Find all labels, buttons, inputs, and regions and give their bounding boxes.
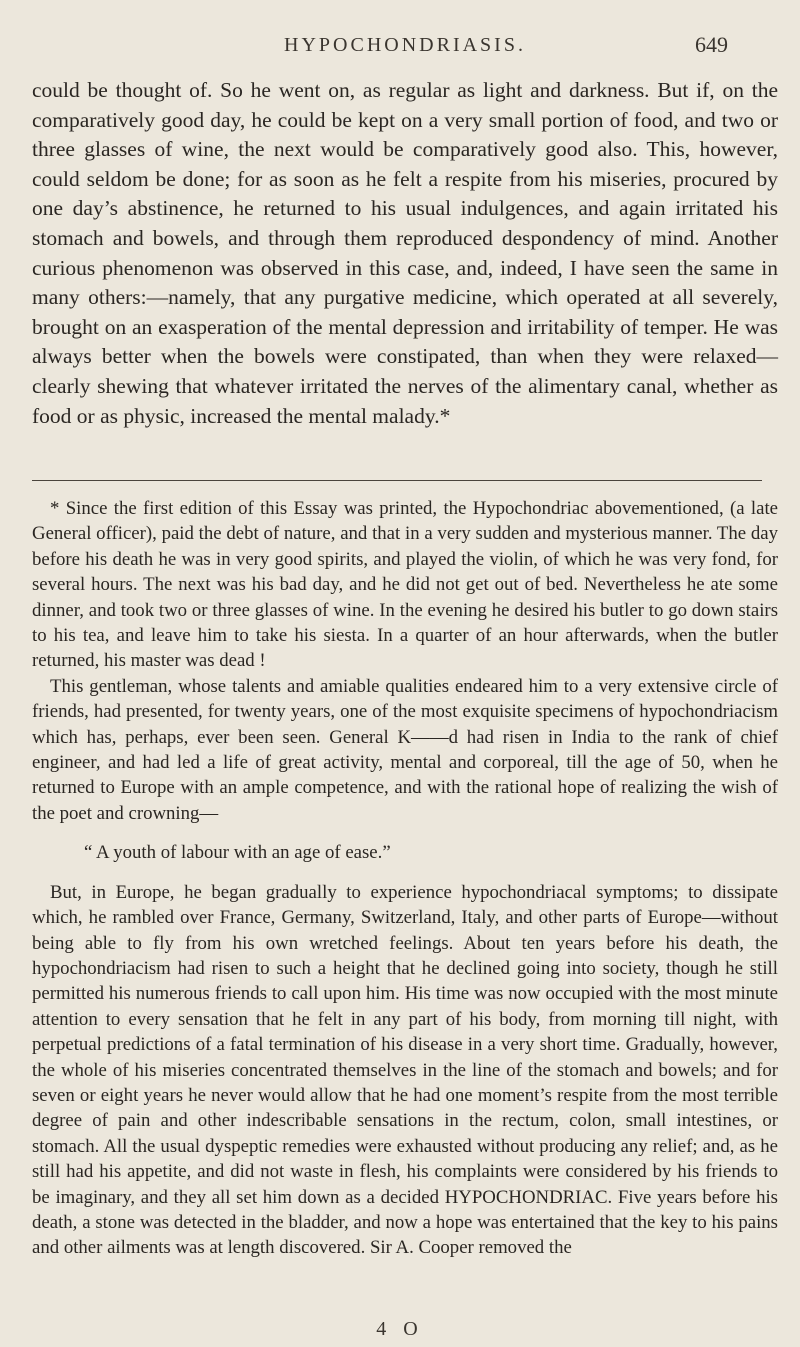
footnote-block	[32, 496, 778, 1261]
footnote-rule	[32, 480, 762, 481]
running-head	[32, 12, 778, 57]
footnote-paragraph-1: * Since the first edition of this Essay was printed, the Hypochondriac abovementioned, (a late General officer), paid the debt of nature, and that in a very sudden and mysterious manner. The day before his death he was in very good spirits, and played the violin, of which he was very fond, for several hours. The next was his bad day, and he did not get out of bed. Nevertheless he ate some dinner, and took two or three glasses of wine. In the evening he desired his butler to go down stairs to his tea, and leave him to take his siesta. In a quarter of an hour afterwards, when the butler returned, his master was dead !	[32, 498, 778, 672]
footnote-quote: “ A youth of labour with an age of ease.”	[84, 842, 391, 864]
footnote-paragraph-3: But, in Europe, he began gradually to experience hypochondriacal symptoms; to dissipate which, he rambled over France, Germany, Switzerland, Italy, and other parts of Europe—without being able to fly from his own wretched feelings. About ten years before his death, the hypochondriacism had risen to such a height that he declined going into society, though he still permitted his numerous friends to call upon him. His time was now occupied with the most minute attention to every sensation that he felt in any part of his body, from morning till night, with perpetual predictions of a fatal termination of his disease in a very short time. Gradually, however, the whole of his miseries concentrated themselves in the line of the stomach and bowels; and for seven or eight years he never would allow that he had one moment’s respite from the most terrible degree of pain and other indescribable sensations in the rectum, colon, small intestines, or stomach. All the usual dyspeptic remedies were exhausted without producing any relief; and, as he still had his appetite, and did not waste in flesh, his complaints were considered by his friends to be imaginary, and they all set him down as a decided HYPOCHONDRIAC. Five years before his death, a stone was detected in the bladder, and now a hope was entertained that the key to his pains and other ailments was at length discovered. Sir A. Cooper removed the	[32, 881, 778, 1259]
main-paragraph: could be thought of. So he went on, as regular as light and darkness. But if, on the comparatively good day, he could be kept on a very small portion of food, and two or three glasses of wine, the next would be comparatively good also. This, however, could seldom be done; for as soon as he felt a respite from his miseries, procured by one day’s abstinence, he returned to his usual indulgences, and again irritated his stomach and bowels, and through them reproduced despondency of mind. Another curious phenomenon was observed in this case, and, indeed, I have seen the same in many others:—namely, that any purgative medicine, which operated at all severely, brought on an exasperation of the mental depression and irritability of temper. He was always better when the bowels were constipated, than when they were relaxed—clearly shewing that whatever irritated the nerves of the alimentary canal, whether as food or as physic, increased the mental malady.*	[32, 78, 778, 428]
main-text	[32, 76, 778, 431]
footnote-paragraph-2: This gentleman, whose talents and amiable qualities endeared him to a very extensive circle of friends, had presented, for twenty years, one of the most exquisite specimens of hypochondriacism which has, perhaps, ever been seen. General K——d had risen in India to the rank of chief engineer, and had led a life of great activity, mental and corporeal, till the age of 50, when he returned to Europe with an ample competence, and with the rational hope of realizing the wish of the poet and crowning—	[32, 675, 778, 824]
running-title: HYPOCHONDRIASIS.	[284, 34, 526, 56]
page-number: 649	[695, 32, 728, 57]
signature-mark: 4 O	[376, 1318, 424, 1340]
